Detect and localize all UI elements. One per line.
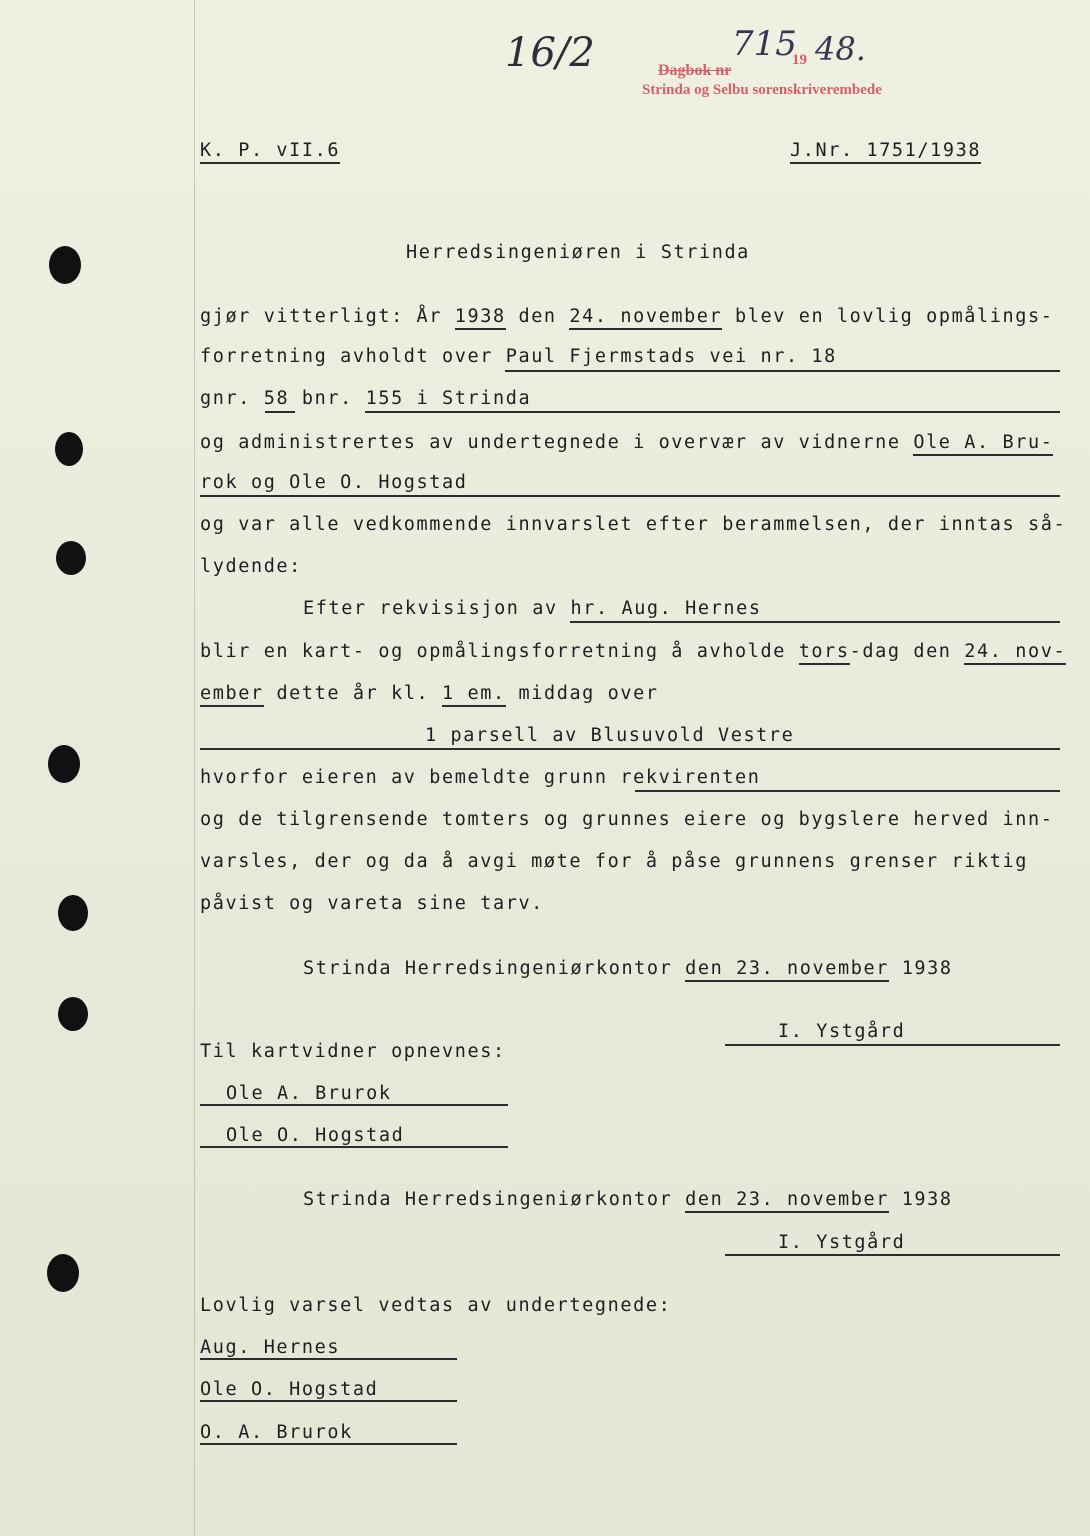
underline-rule (200, 1104, 508, 1106)
signature-rule (725, 1044, 1060, 1046)
body-line-12: hvorfor eieren av bemeldte grunn rekvirenten (200, 767, 761, 788)
body-line-2: forretning avholdt over Paul Fjermstads vei nr. 18 (200, 346, 837, 367)
handwritten-folio: 16/2 (505, 30, 595, 76)
body-line-10: ember dette år kl. 1 em. middag over (200, 683, 659, 705)
handwritten-year: 48. (815, 30, 866, 68)
body-line-9: blir en kart- og opmålingsforretning å avholde tors-dag den 24. nov- (200, 641, 1066, 663)
underline-rule (570, 621, 1060, 623)
signature-name-1: I. Ystgård (778, 1021, 906, 1042)
body-line-3: gnr. 58 bnr. 155 i Strinda (200, 388, 532, 409)
acceptance-label: Lovlig varsel vedtas av undertegnede: (200, 1295, 672, 1316)
stamp-office: Strinda og Selbu sorenskriverembede (642, 82, 882, 98)
body-line-1: gjør vitterligt: År 1938 den 24. november blev en lovlig opmålings- (200, 306, 1053, 328)
reference-code: K. P. vII.6 (200, 140, 340, 162)
underline-rule (265, 411, 295, 413)
stamp-year-prefix: 19 (792, 52, 807, 68)
acceptance-name: O. A. Brurok (200, 1422, 353, 1443)
signature-place-date-1: Strinda Herredsingeniørkontor den 23. november 1938 (303, 958, 953, 980)
signature-name-2: I. Ystgård (778, 1232, 906, 1253)
underline-rule (200, 495, 1060, 497)
acceptance-name: Ole O. Hogstad (200, 1379, 379, 1400)
underline-rule (505, 370, 1060, 372)
witnesses-label: Til kartvidner opnevnes: (200, 1041, 506, 1062)
journal-number: J.Nr. 1751/1938 (790, 140, 981, 162)
body-line-6: og var alle vedkommende innvarslet efter berammelsen, der inntas så- (200, 514, 1067, 535)
underline-rule (200, 1358, 457, 1360)
punch-hole (49, 246, 81, 284)
body-line-13: og de tilgrensende tomters og grunnes eiere og bygslere herved inn- (200, 809, 1054, 830)
punch-hole (58, 895, 88, 931)
underline-rule (365, 411, 1060, 413)
punch-hole (56, 541, 86, 575)
margin-line (194, 0, 195, 1536)
witness-name: Ole A. Brurok (226, 1083, 392, 1104)
stamp-prefix: Dagbok nr (658, 62, 732, 79)
body-line-8: Efter rekvisisjon av hr. Aug. Hernes (303, 598, 762, 619)
body-line-11: 1 parsell av Blusuvold Vestre (425, 725, 795, 746)
signature-rule (725, 1254, 1060, 1256)
handwritten-number: 715 (732, 24, 797, 64)
underline-rule (200, 1400, 457, 1402)
punch-hole (47, 1254, 79, 1292)
punch-hole (55, 432, 83, 466)
underline-rule (200, 1146, 508, 1148)
underline-rule (200, 748, 1060, 750)
document-title: Herredsingeniøren i Strinda (406, 242, 750, 263)
punch-hole (48, 745, 80, 783)
underline-rule (635, 790, 1060, 792)
witness-name: Ole O. Hogstad (226, 1125, 405, 1146)
acceptance-name: Aug. Hernes (200, 1337, 341, 1358)
underline-rule (200, 1443, 457, 1445)
body-line-5: rok og Ole O. Hogstad (200, 472, 468, 493)
signature-place-date-2: Strinda Herredsingeniørkontor den 23. november 1938 (303, 1189, 953, 1211)
punch-hole (58, 997, 88, 1031)
body-line-15: påvist og vareta sine tarv. (200, 893, 544, 914)
body-line-7: lydende: (200, 556, 302, 577)
body-line-4: og administrertes av undertegnede i overvær av vidnerne Ole A. Bru- (200, 432, 1053, 454)
body-line-14: varsles, der og da å avgi møte for å påse grunnens grenser riktig (200, 851, 1028, 872)
